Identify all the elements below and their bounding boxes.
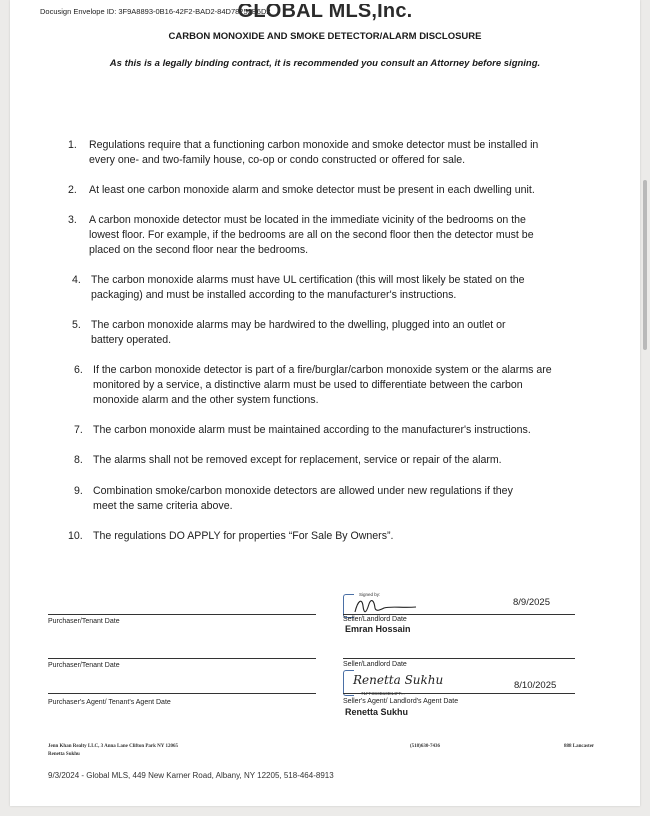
purchaser-signature-line-1	[48, 614, 316, 615]
seller-agent-label: Seller's Agent/ Landlord's Agent Date	[343, 698, 459, 705]
legal-warning: As this is a legally binding contract, it is recommended you consult an Attorney before signing.	[109, 58, 541, 69]
form-footer: 9/3/2024 - Global MLS, 449 New Karner Road, Albany, NY 12205, 518-464-8913	[48, 771, 334, 780]
seller-label-1: Seller/Landlord Date	[343, 616, 407, 623]
purchaser-signature-line-2	[48, 658, 316, 659]
list-item-text: battery operated.	[91, 334, 172, 346]
scrollbar[interactable]	[643, 180, 647, 350]
brokerage-phone: (518)630-7436	[410, 744, 440, 749]
list-item-number: 9.	[74, 485, 83, 497]
seller-name-1: Emran Hossain	[345, 624, 411, 634]
list-item-number: 2.	[68, 184, 77, 196]
envelope-id: Docusign Envelope ID: 3F9A8893-0B16-42F2-BAD2-84D78252B6D2	[40, 7, 271, 16]
list-item-number: 1.	[68, 139, 77, 151]
list-item-number: 6.	[74, 364, 83, 376]
seller-agent-name: Renetta Sukhu	[345, 707, 409, 717]
list-item-text: Regulations require that a functioning carbon monoxide and smoke detector must be installed in	[89, 139, 539, 151]
purchaser-agent-label: Purchaser's Agent/ Tenant's Agent Date	[48, 699, 171, 706]
signed-by-label: Signed by:	[359, 592, 381, 597]
seller-signature-2: Renetta Sukhu	[353, 673, 444, 687]
list-item-number: 4.	[72, 274, 81, 286]
purchaser-label-1: Purchaser/Tenant Date	[48, 618, 120, 625]
seller-date-2: 8/10/2025	[514, 680, 557, 691]
document-page	[10, 0, 640, 806]
seller-agent-signature-line	[343, 693, 575, 694]
list-item-text: lowest floor. For example, if the bedrooms are all on the second floor then the detector must be	[89, 229, 534, 241]
list-item-text: A carbon monoxide detector must be located in the immediate vicinity of the bedrooms on the	[89, 214, 526, 226]
list-item-text: packaging) and must be installed according to the manufacturer's instructions.	[91, 289, 457, 301]
list-item-text: If the carbon monoxide detector is part of a fire/burglar/carbon monoxide system or the alarms are	[93, 364, 552, 376]
list-item-number: 10.	[68, 530, 83, 542]
list-item-number: 7.	[74, 424, 83, 436]
list-item-text: Combination smoke/carbon monoxide detectors are allowed under new regulations if they	[93, 485, 513, 497]
list-item-text: The carbon monoxide alarm must be maintained according to the manufacturer's instructions.	[93, 424, 531, 436]
list-item-text: At least one carbon monoxide alarm and smoke detector must be present in each dwelling unit.	[89, 184, 535, 196]
seller-date-1: 8/9/2025	[513, 597, 550, 608]
seller-signature-line-2	[343, 658, 575, 659]
list-item-text: The carbon monoxide alarms may be hardwired to the dwelling, plugged into an outlet or	[91, 319, 506, 331]
list-item-text: monitored by a service, a distinctive alarm must be used to differentiate between the carbon	[93, 379, 523, 391]
list-item-number: 8.	[74, 454, 83, 466]
purchaser-agent-signature-line	[48, 693, 316, 694]
purchaser-label-2: Purchaser/Tenant Date	[48, 662, 120, 669]
list-item-text: placed on the second floor near the bedrooms.	[89, 244, 309, 256]
list-item-text: The carbon monoxide alarms must have UL certification (this will most likely be stated on the	[91, 274, 525, 286]
list-item-text: The regulations DO APPLY for properties “For Sale By Owners”.	[93, 530, 394, 542]
seller-signature-line-1	[343, 614, 575, 615]
brokerage-agent: Renetta Sukhu	[48, 752, 80, 757]
seller-signature-id-2: 71FF3C0B10D14FF...	[361, 691, 405, 696]
list-item-text: monoxide alarm and the other system functions.	[93, 394, 319, 406]
list-item-text: every one- and two-family house, co-op or condo constructed or offered for sale.	[89, 154, 466, 166]
document-title: CARBON MONOXIDE AND SMOKE DETECTOR/ALARM DISCLOSURE	[168, 31, 482, 42]
logo: GLOBAL MLS,Inc.	[237, 4, 413, 22]
seller-label-2: Seller/Landlord Date	[343, 661, 407, 668]
list-item-text: meet the same criteria above.	[93, 500, 233, 512]
list-item-number: 5.	[72, 319, 81, 331]
list-item-number: 3.	[68, 214, 77, 226]
list-item-text: The alarms shall not be removed except for replacement, service or repair of the alarm.	[93, 454, 502, 466]
property-address: 888 Lancaster	[564, 744, 595, 749]
brokerage-address: Jenn Khan Realty LLC, 3 Anna Lane Clifton Park NY 12065	[48, 744, 178, 749]
